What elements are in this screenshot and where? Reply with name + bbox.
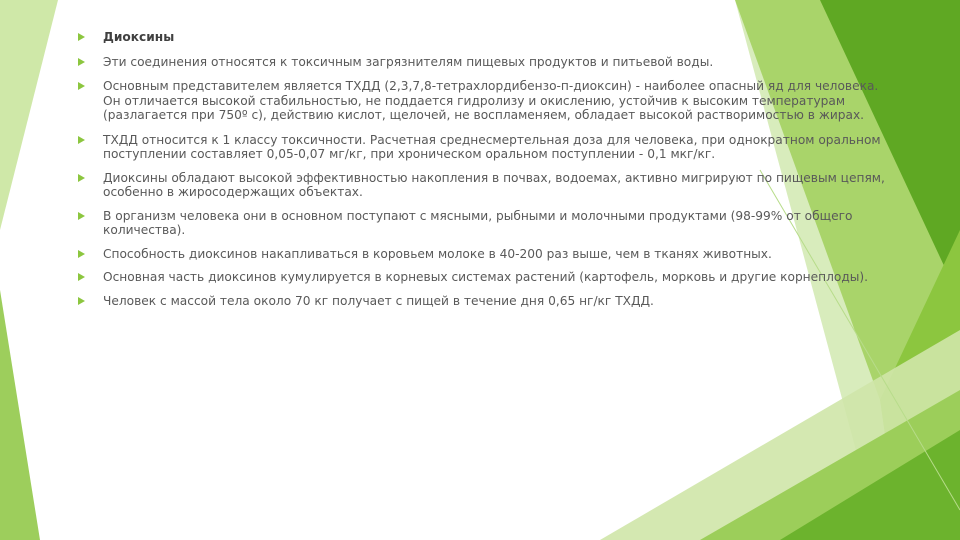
left-green-strip — [0, 0, 58, 230]
triangle-bullet-icon — [78, 212, 85, 220]
bullet-text: Эти соединения относятся к токсичным загрязнителям пищевых продуктов и питьевой воды. — [103, 54, 714, 69]
bullet-title — [78, 30, 898, 45]
triangle-bullet-icon — [78, 273, 85, 281]
bullet-item — [78, 294, 898, 309]
bullet-text: ТХДД относится к 1 классу токсичности. Расчетная среднесмертельная доза для человека, при однократном оральном поступлении составляет 0,05-0,07 мг/кг, при хроническом оральном поступлении - 0,1 мкг/кг. — [103, 132, 881, 161]
triangle-bullet-icon — [78, 250, 85, 258]
bullet-text: Диоксины обладают высокой эффективностью накопления в почвах, водоемах, активно мигрируют по пищевым цепям, особенно в жиросодержащих объектах. — [103, 170, 885, 199]
bullet-item — [78, 209, 898, 238]
triangle-bullet-icon — [78, 82, 85, 90]
triangle-bullet-icon — [78, 297, 85, 305]
bullet-text: Диоксины — [103, 30, 175, 44]
bullet-item — [78, 79, 898, 123]
bullet-item — [78, 247, 898, 262]
left-green-strip-lower — [0, 290, 40, 540]
bullet-item — [78, 171, 898, 200]
bullet-text: Основная часть диоксинов кумулируется в корневых системах растений (картофель, морковь и другие корнеплоды). — [103, 270, 869, 284]
bullet-item — [78, 55, 898, 70]
bullet-list — [78, 30, 898, 308]
triangle-bullet-icon — [78, 33, 85, 41]
bullet-item — [78, 133, 898, 162]
bullet-text: Способность диоксинов накапливаться в коровьем молоке в 40-200 раз выше, чем в тканях животных. — [103, 246, 772, 261]
bullet-text: В организм человека они в основном поступают с мясными, рыбными и молочными продуктами (98-99% от общего количества). — [103, 208, 853, 237]
bullet-item — [78, 270, 898, 285]
bullet-text: Основным представителем является ТХДД (2,3,7,8-тетрахлордибензо-п-диоксин) - наиболее опасный яд для человека. Он отличается высокой стабильностью, не поддается гидролизу и окислению, устойчив к высоким температурам (разлагается при 750º с), действию кислот, щелочей, не воспламеняем, обладает высокой растворимостью в жирах. — [103, 79, 879, 122]
bullet-text: Человек с массой тела около 70 кг получает с пищей в течение дня 0,65 нг/кг ТХДД. — [103, 293, 654, 308]
triangle-bullet-icon — [78, 136, 85, 144]
triangle-bullet-icon — [78, 174, 85, 182]
triangle-bullet-icon — [78, 58, 85, 66]
